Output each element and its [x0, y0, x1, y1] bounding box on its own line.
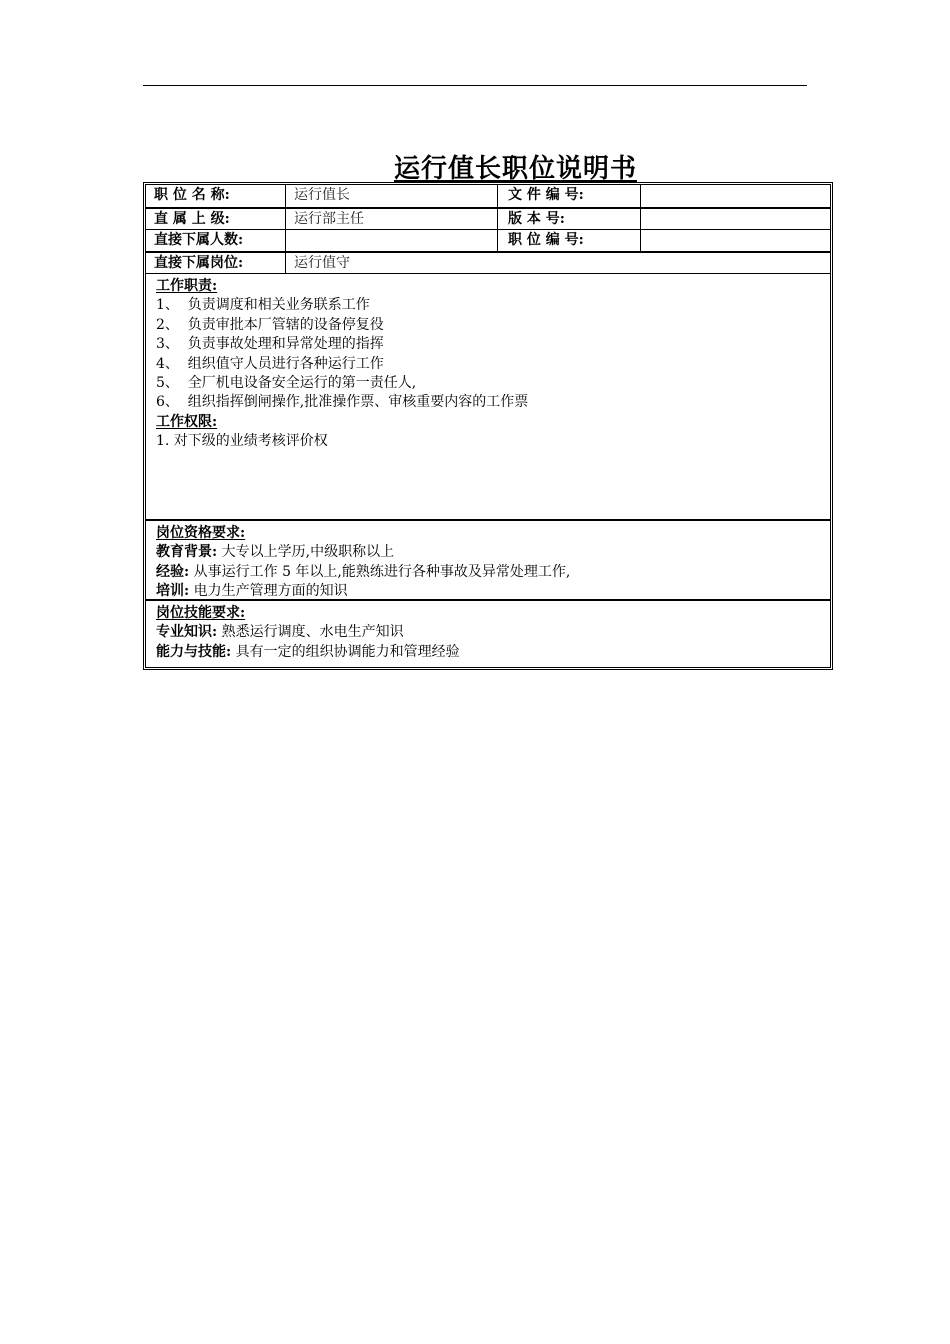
experience-value: 从事运行工作 5 年以上,能熟练进行各种事故及异常处理工作, — [193, 563, 571, 580]
position-name-label: 职 位 名 称: — [154, 187, 230, 203]
training-value: 电力生产管理方面的知识 — [193, 583, 348, 600]
knowledge-value: 熟悉运行调度、水电生产知识 — [221, 624, 404, 641]
job-description-form — [143, 182, 833, 670]
doc-no-value — [640, 185, 830, 207]
duty-item: 6、 组织指挥倒闸操作,批准操作票、审核重要内容的工作票 — [156, 394, 529, 411]
training-label: 培训: — [156, 583, 190, 600]
duty-item: 5、 全厂机电设备安全运行的第一责任人, — [156, 375, 417, 392]
authority-item: 1. 对下级的业绩考核评价权 — [156, 433, 328, 450]
form-row-subordinate-post — [146, 252, 830, 274]
education-value: 大专以上学历,中级职称以上 — [221, 544, 395, 561]
version-value — [640, 209, 830, 229]
duty-item: 2、 负责审批本厂管辖的设备停复役 — [156, 316, 384, 333]
superior-label: 直 属 上 级: — [154, 211, 230, 227]
skills-section — [146, 602, 830, 668]
position-name-value: 运行值长 — [285, 185, 497, 207]
qualifications-title: 岗位资格要求: — [156, 525, 246, 541]
duties-section — [146, 275, 830, 521]
authority-title: 工作权限: — [156, 413, 218, 430]
version-label: 版 本 号: — [497, 209, 640, 229]
subordinate-post-value: 运行值守 — [285, 253, 830, 273]
header-rule — [143, 85, 807, 86]
position-no-label: 职 位 编 号: — [497, 230, 640, 251]
doc-no-label: 文 件 编 号: — [497, 185, 640, 207]
subordinate-post-label: 直接下属岗位: — [154, 255, 244, 271]
position-no-value — [640, 230, 830, 251]
skills-title: 岗位技能要求: — [156, 605, 246, 621]
form-row-position-name — [146, 185, 830, 208]
ability-value: 具有一定的组织协调能力和管理经验 — [235, 643, 460, 660]
qualifications-section — [146, 522, 830, 601]
form-row-subordinate-count — [146, 230, 830, 252]
duty-item: 3、 负责事故处理和异常处理的指挥 — [156, 336, 384, 353]
subordinate-count-value — [285, 230, 497, 251]
duty-item: 1、 负责调度和相关业务联系工作 — [156, 297, 370, 314]
subordinate-count-label: 直接下属人数: — [154, 232, 244, 248]
document-title: 运行值长职位说明书 — [393, 154, 637, 184]
knowledge-label: 专业知识: — [156, 624, 218, 641]
duties-title: 工作职责: — [156, 278, 218, 294]
ability-label: 能力与技能: — [156, 643, 232, 660]
form-row-superior — [146, 208, 830, 230]
education-label: 教育背景: — [156, 544, 218, 561]
superior-value: 运行部主任 — [285, 209, 497, 229]
duty-item: 4、 组织值守人员进行各种运行工作 — [156, 355, 384, 372]
experience-label: 经验: — [156, 563, 190, 580]
